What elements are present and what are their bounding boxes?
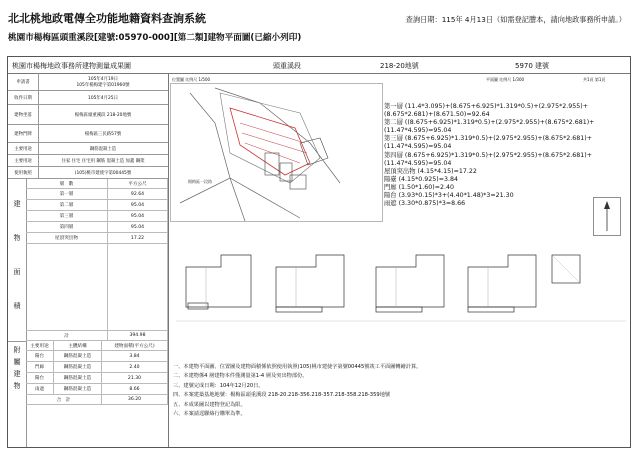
info-row <box>8 73 168 91</box>
floor-name: 第三層 <box>26 211 108 222</box>
floor-plan-1 <box>186 255 251 309</box>
floor-plans <box>176 215 626 325</box>
document-subtitle: 桃園市楊梅區頭重溪段[建號:05970-000][第二類]建物平面圖(已縮小列印) <box>8 33 302 43</box>
info-value: (105)桃市建使字第00445號 <box>74 170 132 176</box>
attached-use: 雨遮 <box>26 384 54 395</box>
attached-header-use: 主要用途 <box>26 341 54 351</box>
info-row <box>8 143 168 155</box>
formula-line: 雨遮 (3.30*0.875)*3=8.66 <box>384 200 466 208</box>
survey-sheet <box>7 56 631 448</box>
total-area: 394.98 <box>108 331 168 341</box>
floor-name: 第一層 <box>26 189 108 200</box>
vertical-char: 建 <box>13 200 21 208</box>
building-info-table <box>8 73 169 447</box>
page-title: 北北桃地政電傳全功能地籍資料查詢系統 <box>8 12 206 25</box>
building-number: 5970 建號 <box>515 62 550 70</box>
vertical-char: 建 <box>13 370 21 378</box>
info-row <box>8 105 168 125</box>
attached-header-struct: 主體結構 <box>54 341 102 351</box>
note-line: 四、本案建築基地地號：楊梅區頭重溪段 218-20.218-356.218-357.218-358.218-359地號 <box>173 392 391 399</box>
attached-use: 陽台 <box>26 351 54 362</box>
info-row <box>8 91 168 105</box>
formula-line: 第一層 (11.4*3.095)+(8.675+6.925)*1.319*0.5)+(2.975*2.955)+(8.675*2.681)+(8.671.50)=92.64 <box>384 103 588 119</box>
formula-line: 陽臺 (4.15*0.925)=3.84 <box>384 175 459 183</box>
attached-use: 門廊 <box>26 362 54 373</box>
info-key: 建物坐落 <box>8 105 39 124</box>
info-key: 使用執照 <box>8 167 39 178</box>
info-key: 主要用途 <box>8 143 39 154</box>
vertical-char: 屬 <box>13 358 21 366</box>
building-area-label <box>8 179 27 342</box>
total-label: 計 <box>26 331 108 341</box>
survey-notes <box>173 363 473 419</box>
attached-area: 8.66 <box>102 384 168 395</box>
floor-plan-4 <box>468 255 536 312</box>
office-name: 桃園市楊梅地政事務所建物測量成果圖 <box>12 62 131 70</box>
info-value: 楊梅區頭重溪段 218-20地號 <box>74 112 132 118</box>
note-line: 五、本成果圖以建物登記為限。 <box>173 401 246 408</box>
formula-line: 屋頂突出物 (4.15*4.15)=17.22 <box>384 167 477 175</box>
attached-struct: 鋼筋混凝土造 <box>54 362 102 373</box>
attached-struct: 鋼筋混凝土造 <box>54 373 102 384</box>
area-header-unit: 平方公尺 <box>108 179 168 189</box>
floor-area: 92.64 <box>108 189 168 200</box>
info-row <box>8 167 168 179</box>
area-header-floor: 層 數 <box>26 179 108 189</box>
location-map <box>170 83 385 223</box>
note-line: 六、本案請逕聯絡行購單為準。 <box>173 411 246 418</box>
attached-total: 36.20 <box>102 395 168 405</box>
floor-area: 17.22 <box>108 233 168 244</box>
info-value: 楊梅區三民路57號 <box>84 131 122 137</box>
formula-line: 第二層 ((8.675+6.925)*1.319*0.5)+(2.975*2.955)+(8.675*2.681)+(11.47*4.595)=95.04 <box>384 119 595 135</box>
area-formulas <box>384 103 629 208</box>
note-line: 一、本建物平面圖、位置圖及建物面積係依照使用執照(105)桃市建使字第號00445號竣工平面圖轉繪計算。 <box>173 364 422 370</box>
formula-line: 門廊 (1.50*1.60)=2.40 <box>384 183 454 191</box>
floor-name: 屋頂突出物 <box>26 233 108 244</box>
info-value: 105年4月25日 <box>88 95 118 101</box>
plan-scale: 平面圖 比例尺 1/300 <box>486 77 525 82</box>
location-scale: 位置圖 比例尺 1/500 <box>172 77 211 82</box>
vertical-char: 物 <box>13 234 21 242</box>
vertical-char: 物 <box>13 382 21 390</box>
area-blank <box>108 244 168 331</box>
vertical-char: 積 <box>13 302 21 310</box>
attached-header-area: 建物面積(平方公尺) <box>102 341 168 351</box>
attached-label <box>8 341 27 447</box>
roof-structure <box>552 255 580 283</box>
query-date: 查詢日期：115年 4月13日（如需登記謄本，請向地政事務所申請。） <box>405 15 626 24</box>
formula-line: 陽台 (3.93*0.15)*3+(4.40*1.48)*3=21.30 <box>384 192 514 200</box>
attached-use: 陽台 <box>26 373 54 384</box>
attached-total-label: 合 計 <box>26 395 102 405</box>
vertical-char: 附 <box>13 346 21 354</box>
note-line: 二、本建物係4 層建物本件僅測量第1-4 層及突出物部份。 <box>173 373 308 380</box>
info-row <box>8 125 168 143</box>
info-key: 建物門牌 <box>8 125 39 142</box>
note-line: 三、建號完成日期：104年12月20日。 <box>173 382 264 389</box>
attached-area: 2.40 <box>102 362 168 373</box>
info-value: 住家 住宅 住宅用 鋼筋 混凝土造 加蓋 鋼架 <box>61 158 145 164</box>
info-value: 105年4月19日 105年楊梅建字第01960號 <box>76 76 130 88</box>
info-key: 收件日期 <box>8 91 39 104</box>
attached-struct: 鋼筋混凝土造 <box>54 384 102 395</box>
section-name: 頭重溪段 <box>273 62 301 70</box>
floor-plan-2 <box>276 255 344 312</box>
page-count: 共1頁 第1頁 <box>583 77 606 82</box>
sheet-header <box>8 57 630 74</box>
formula-line: 第三層 (8.675+6.925)*1.319*0.5)+(2.975*2.955)+(8.675*2.681)+(11.47*4.595)=95.04 <box>384 135 592 151</box>
vertical-char: 面 <box>13 268 21 276</box>
info-key: 申請書 <box>8 73 39 90</box>
floor-name: 第二層 <box>26 200 108 211</box>
road-label: 楊梅區一段路 <box>188 179 212 184</box>
attached-struct: 鋼筋混凝土造 <box>54 351 102 362</box>
info-value: 鋼筋混凝土造 <box>89 146 117 152</box>
formula-line: 第四層 (8.675+6.925)*1.319*0.5)+(2.975*2.955)+(8.675*2.681)+(11.47*4.595)=95.04 <box>384 151 592 167</box>
info-row <box>8 155 168 167</box>
lot-number: 218-20地號 <box>380 62 419 70</box>
info-key: 主要用途 <box>8 155 39 166</box>
floor-plan-3 <box>376 255 444 312</box>
floor-area: 95.04 <box>108 211 168 222</box>
area-blank <box>26 244 108 331</box>
attached-area: 21.30 <box>102 373 168 384</box>
floor-area: 95.04 <box>108 222 168 233</box>
floor-name: 第四層 <box>26 222 108 233</box>
floor-area: 95.04 <box>108 200 168 211</box>
attached-area: 3.84 <box>102 351 168 362</box>
